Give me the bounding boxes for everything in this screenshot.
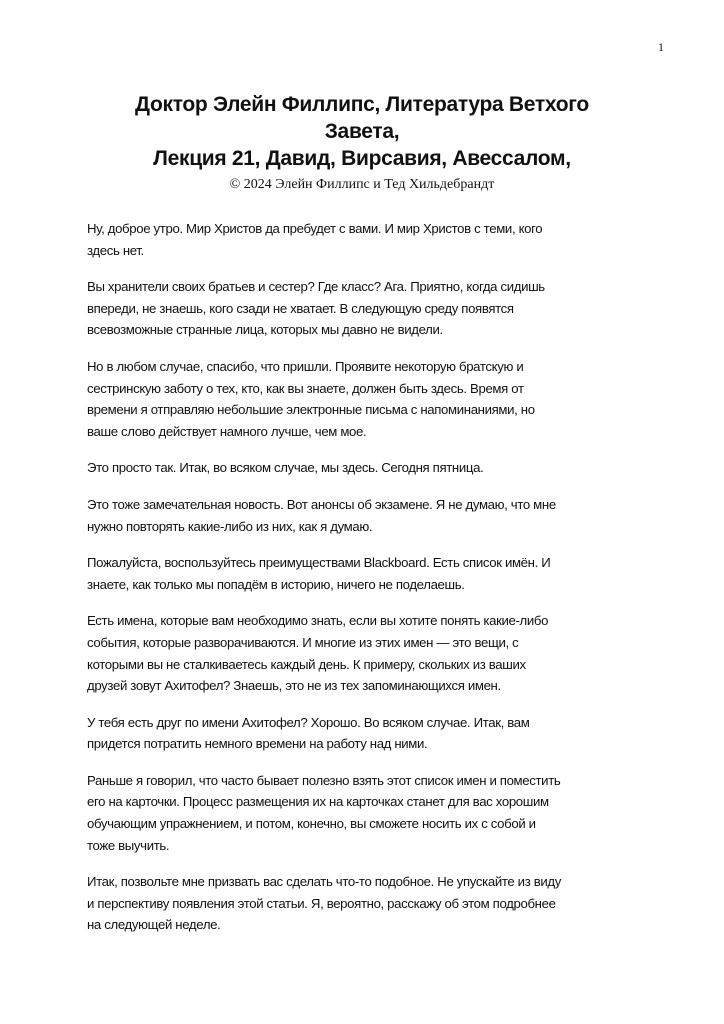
title-line-3: Лекция 21, Давид, Вирсавия, Авессалом, (153, 147, 571, 170)
paragraph (87, 218, 687, 261)
title-line-2: Завета, (324, 120, 400, 143)
paragraph-line: Это просто так. Итак, во всяком случае, мы здесь. Сегодня пятница. (87, 460, 484, 476)
paragraph-line: на следующей неделе. (87, 917, 221, 933)
paragraph (87, 494, 687, 537)
paragraph-line: друзей зовут Ахитофел? Знаешь, это не из тех запоминающихся имен. (87, 678, 501, 694)
paragraph-line: нужно повторять какие-либо из них, как я думаю. (87, 518, 373, 534)
paragraph (87, 457, 687, 479)
paragraph-line: события, которые разворачиваются. И многие из этих имен — это вещи, с (87, 634, 519, 650)
page-number: 1 (658, 40, 664, 54)
copyright-notice: © 2024 Элейн Филлипс и Тед Хильдебрандт (229, 177, 495, 192)
paragraph-line: Раньше я говорил, что часто бывает полезно взять этот список имен и поместить (87, 772, 561, 788)
document-body (87, 218, 687, 951)
paragraph-line: У тебя есть друг по имени Ахитофел? Хорошо. Во всяком случае. Итак, вам (87, 714, 530, 730)
paragraph (87, 276, 687, 341)
paragraph-line: Вы хранители своих братьев и сестер? Где класс? Ага. Приятно, когда сидишь (87, 279, 545, 295)
paragraph-line: Ну, доброе утро. Мир Христов да пребудет с вами. И мир Христов с теми, кого (87, 221, 543, 236)
paragraph (87, 871, 687, 936)
paragraph-line: Но в любом случае, спасибо, что пришли. Проявите некоторую братскую и (87, 358, 524, 374)
paragraph-line: обучающим упражнением, и потом, конечно, вы сможете носить их с собой и (87, 816, 536, 832)
paragraph-line: которыми вы не сталкиваетесь каждый день. К примеру, скольких из ваших (87, 656, 526, 672)
paragraph-line: и перспективу появления этой статьи. Я, вероятно, расскажу об этом подробнее (87, 895, 556, 911)
paragraph-line: здесь нет. (87, 242, 144, 258)
paragraph-line: его на карточки. Процесс размещения их на карточках станет для вас хорошим (87, 794, 549, 810)
document-title (60, 90, 664, 174)
paragraph (87, 356, 687, 442)
paragraph-line: времени я отправляю небольшие электронные письма с напоминаниями, но (87, 402, 535, 418)
paragraph-line: ваше слово действует намного лучше, чем мое. (87, 423, 367, 439)
paragraph-line: впереди, не знаешь, кого сзади не хватает. В следующую среду появятся (87, 300, 514, 316)
paragraph (87, 610, 687, 696)
paragraph-line: Пожалуйста, воспользуйтесь преимуществами Blackboard. Есть список имён. И (87, 555, 551, 571)
paragraph-line: сестринскую заботу о тех, кто, как вы знаете, должен быть здесь. Время от (87, 380, 524, 396)
title-line-1: Доктор Элейн Филлипс, Литература Ветхого (135, 93, 589, 116)
paragraph-line: придется потратить немного времени на работу над ними. (87, 736, 428, 752)
paragraph-line: Итак, позвольте мне призвать вас сделать что-то подобное. Не упускайте из виду (87, 874, 561, 890)
paragraph (87, 770, 687, 856)
paragraph (87, 552, 687, 595)
paragraph (87, 712, 687, 755)
paragraph-line: знаете, как только мы попадём в историю, ничего не поделаешь. (87, 576, 465, 592)
paragraph-line: всевозможные странные лица, которых мы давно не видели. (87, 322, 443, 338)
paragraph-line: Есть имена, которые вам необходимо знать, если вы хотите понять какие-либо (87, 613, 549, 629)
paragraph-line: тоже выучить. (87, 837, 170, 853)
paragraph-line: Это тоже замечательная новость. Вот анонсы об экзамене. Я не думаю, что мне (87, 496, 556, 512)
